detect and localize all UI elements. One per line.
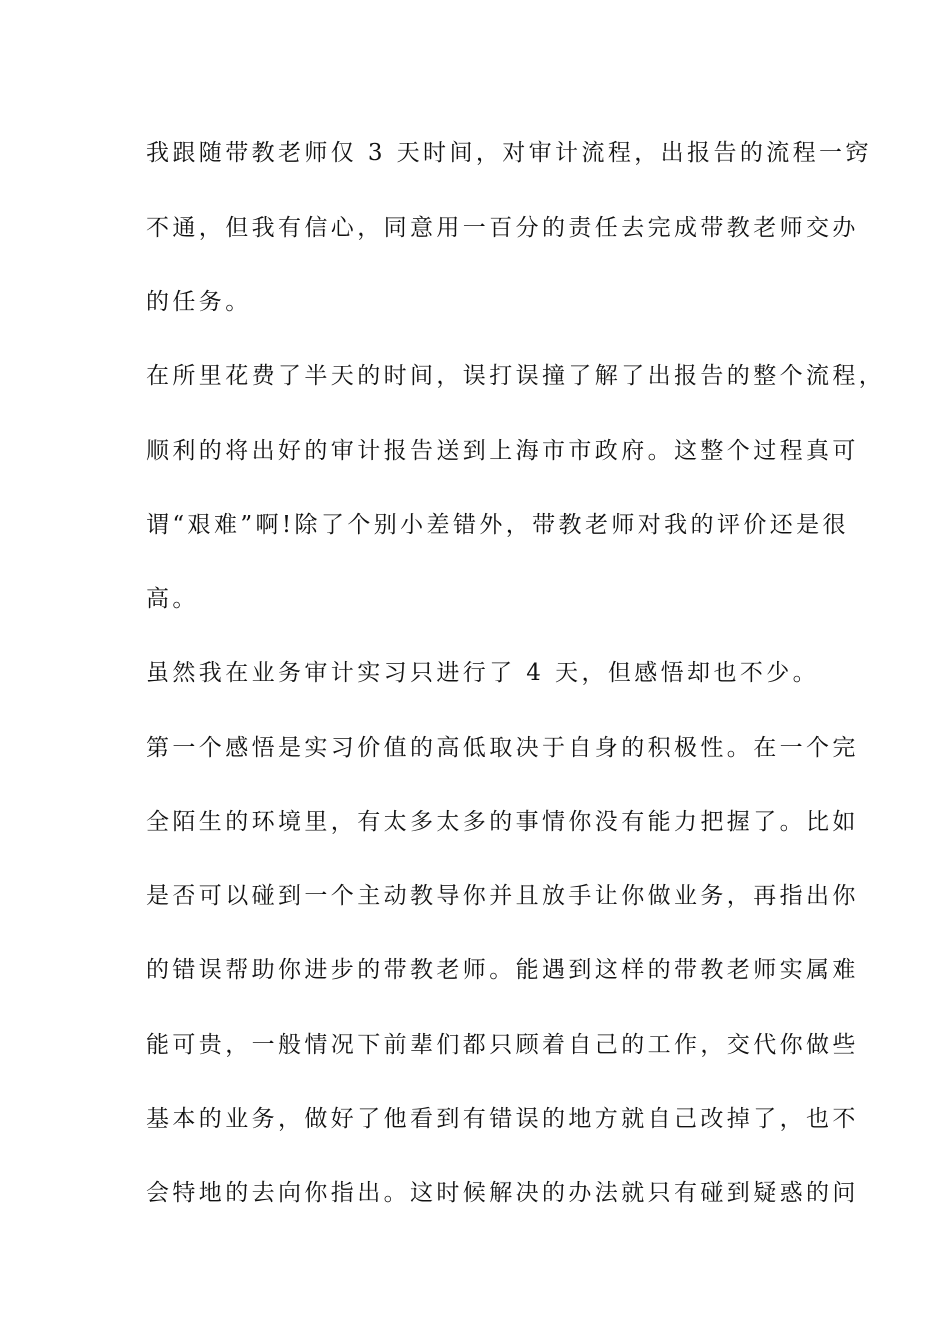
text-line: 虽然我在业务审计实习只进行了 4 天，但感悟却也不少。 — [146, 660, 820, 686]
text-line: 能可贵，一般情况下前辈们都只顾着自己的工作，交代你做些 — [146, 1032, 859, 1058]
text-line: 的任务。 — [146, 289, 252, 315]
text-line: 全陌生的环境里，有太多太多的事情你没有能力把握了。比如 — [146, 809, 859, 835]
text-line: 不通，但我有信心，同意用一百分的责任去完成带教老师交办 — [146, 215, 859, 241]
text-line: 基本的业务，做好了他看到有错误的地方就自己改掉了，也不 — [146, 1106, 859, 1132]
text-line: 是否可以碰到一个主动教导你并且放手让你做业务，再指出你 — [146, 883, 859, 909]
text-line: 在所里花费了半天的时间，误打误撞了解了出报告的整个流程， — [146, 363, 886, 389]
text-line: 谓“艰难”啊!除了个别小差错外，带教老师对我的评价还是很 — [146, 512, 849, 538]
text-line: 顺利的将出好的审计报告送到上海市市政府。这整个过程真可 — [146, 438, 859, 464]
text-line: 我跟随带教老师仅 3 天时间，对审计流程，出报告的流程一窍 — [146, 140, 872, 166]
text-line: 高。 — [146, 586, 199, 612]
text-line: 的错误帮助你进步的带教老师。能遇到这样的带教老师实属难 — [146, 957, 859, 983]
text-line: 会特地的去向你指出。这时候解决的办法就只有碰到疑惑的问 — [146, 1180, 859, 1206]
text-line: 第一个感悟是实习价值的高低取决于自身的积极性。在一个完 — [146, 735, 859, 761]
